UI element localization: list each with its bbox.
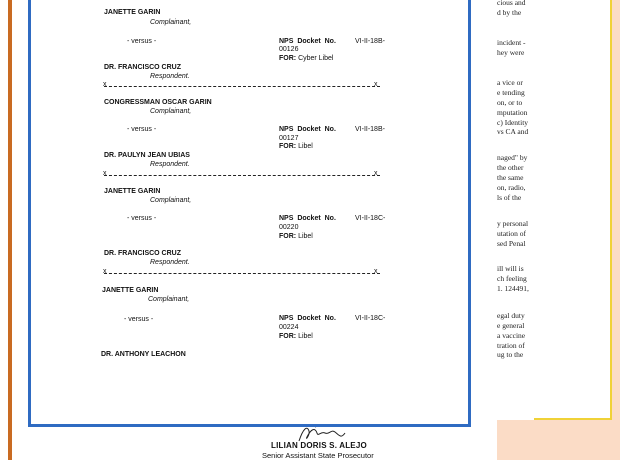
right-fragment-line: ug to the <box>497 350 524 359</box>
for-label: FOR: <box>279 333 297 340</box>
right-fragment-line: e general <box>497 321 525 330</box>
offense-line <box>279 143 313 150</box>
separator-end-mark: x <box>374 268 378 275</box>
case-separator <box>104 175 380 176</box>
complainant-name: JANETTE GARIN <box>104 188 161 195</box>
right-fragment-line: ch feeling <box>497 274 527 283</box>
right-fragment-line: incident - <box>497 38 526 47</box>
offense-line <box>279 233 313 240</box>
versus-label: - versus - <box>127 215 157 222</box>
separator-end-mark: x <box>374 170 378 177</box>
docket-label: NPS Docket No. <box>279 126 336 133</box>
signatory-name: LILIAN DORIS S. ALEJO <box>271 441 367 450</box>
right-fragment-line: egal duty <box>497 311 525 320</box>
right-fragment-line: on, or to <box>497 98 523 107</box>
right-fragment-line: naged" by <box>497 153 528 162</box>
right-fragment-line: e tending <box>497 88 525 97</box>
docket-number-cont: 00224 <box>279 324 299 331</box>
offense-value: Libel <box>298 333 313 340</box>
right-fragment-line: a vaccine <box>497 331 526 340</box>
case-separator <box>104 86 380 87</box>
underlying-sheet-edge <box>470 0 497 460</box>
separator-start-mark: x <box>103 170 107 177</box>
docket-number-cont: 00220 <box>279 224 299 231</box>
respondent-name: DR. ANTHONY LEACHON <box>101 351 186 358</box>
docket-number-cont: 00127 <box>279 135 299 142</box>
case-separator <box>104 273 380 274</box>
right-fragment-line: y personal <box>497 219 529 228</box>
complainant-role: Complainant, <box>150 197 192 204</box>
complainant-name: JANETTE GARIN <box>104 9 161 16</box>
right-fragment-line: utation of <box>497 229 526 238</box>
offense-value: Libel <box>298 233 313 240</box>
complainant-name: JANETTE GARIN <box>102 287 159 294</box>
respondent-role: Respondent. <box>150 259 190 266</box>
complainant-name: CONGRESSMAN OSCAR GARIN <box>104 99 212 106</box>
respondent-name: DR. FRANCISCO CRUZ <box>104 250 181 257</box>
right-fragment-line: sed Penal <box>497 239 526 248</box>
docket-number: VI-II-18C- <box>355 215 386 222</box>
right-document-fragment <box>497 0 534 420</box>
left-border-rule <box>8 0 12 460</box>
versus-label: - versus - <box>127 126 157 133</box>
right-fragment-line: ill will is <box>497 264 524 273</box>
offense-line <box>279 333 313 340</box>
right-fragment-line: the other <box>497 163 524 172</box>
signatory-title: Senior Assistant State Prosecutor <box>262 451 374 460</box>
docket-label: NPS Docket No. <box>279 38 336 45</box>
separator-start-mark: x <box>103 268 107 275</box>
respondent-role: Respondent. <box>150 161 190 168</box>
complainant-role: Complainant, <box>150 19 192 26</box>
for-label: FOR: <box>279 143 297 150</box>
right-fragment-line: ls of the <box>497 193 522 202</box>
versus-label: - versus - <box>124 316 154 323</box>
complainant-role: Complainant, <box>148 296 190 303</box>
right-fragment-line: mputation <box>497 108 528 117</box>
separator-start-mark: x <box>103 81 107 88</box>
respondent-name: DR. PAULYN JEAN UBIAS <box>104 152 190 159</box>
offense-value: Libel <box>298 143 313 150</box>
offense-line <box>279 55 333 62</box>
for-label: FOR: <box>279 55 297 62</box>
right-fragment-line: a vice or <box>497 78 523 87</box>
separator-end-mark: x <box>374 81 378 88</box>
right-fragment-line: hey were <box>497 48 525 57</box>
docket-label: NPS Docket No. <box>279 215 336 222</box>
docket-number: VI-II-18C- <box>355 315 386 322</box>
respondent-role: Respondent. <box>150 73 190 80</box>
right-fragment-line: on, radio, <box>497 183 526 192</box>
right-fragment-line: the same <box>497 173 524 182</box>
docket-number: VI-II-18B- <box>355 38 385 45</box>
complainant-role: Complainant, <box>150 108 192 115</box>
document-page-panel <box>28 0 471 427</box>
respondent-name: DR. FRANCISCO CRUZ <box>104 64 181 71</box>
right-fragment-line: cious and <box>497 0 526 7</box>
right-fragment-line: c) Identity <box>497 118 529 127</box>
right-fragment-line: vs CA and <box>497 127 529 136</box>
versus-label: - versus - <box>127 38 157 45</box>
right-fragment-line: tration of <box>497 341 525 350</box>
right-fragment-line: d by the <box>497 8 522 17</box>
docket-number: VI-II-18B- <box>355 126 385 133</box>
offense-value: Cyber Libel <box>298 55 334 62</box>
docket-number-cont: 00126 <box>279 46 299 53</box>
for-label: FOR: <box>279 233 297 240</box>
right-fragment-line: 1. 124491, <box>497 284 529 293</box>
docket-label: NPS Docket No. <box>279 315 336 322</box>
